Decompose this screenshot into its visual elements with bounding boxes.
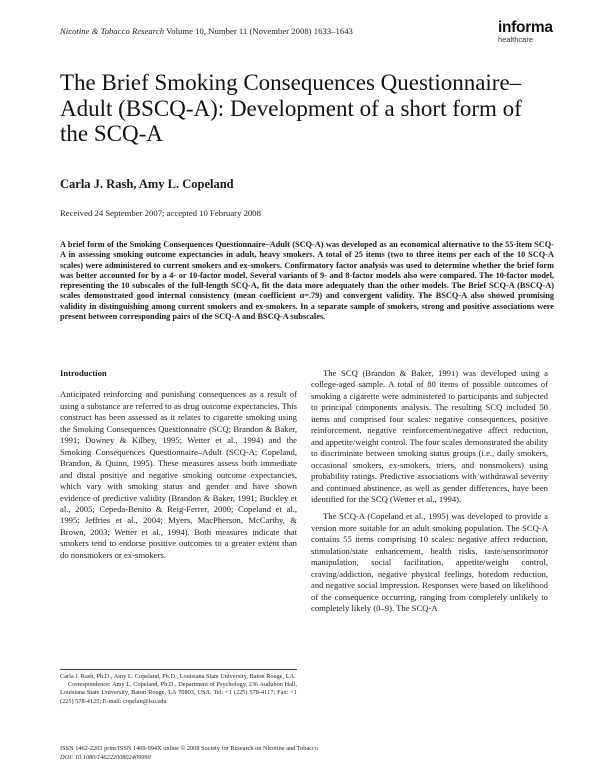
author-footnote <box>60 669 297 706</box>
correspondence-info: Correspondence: Amy L. Copeland, Ph.D., Department of Psychology, 236 Audubon Hall, Louisiana State University, Baton Rouge, LA 70803, USA. Tel: +1 (225) 578-4117; Fax: +1 (225) 578-4125; E-mail: copelan@lsu.edu <box>60 681 297 705</box>
left-column <box>60 368 297 561</box>
received-dates: Received 24 September 2007; accepted 10 February 2008 <box>60 208 261 218</box>
journal-name: Nicotine & Tobacco Research <box>60 26 165 36</box>
abstract: A brief form of the Smoking Consequences Questionnaire–Adult (SCQ-A) was developed as an economical alternative to the 55-item SCQ-A in assessing smoking outcome expectancies in adult, heavy smokers. A total of 25 items (two to three items per each of the 10 SCQ-A scales) were administered to current smokers and ex-smokers. Confirmatory factor analysis was used to determine whether the brief form was better accounted for by a 4- or 10-factor model. Several variants of 9- and 8-factor models also were compared. The 10-factor model, representing the 10 subscales of the full-length SCQ-A, fit the data more adequately than the other models. The Brief SCQ-A (BSCQ-A) scales demonstrated good internal consistency (mean coefficient α=.79) and convergent validity. The BSCQ-A also showed promising validity in distinguishing among current smokers and ex-smokers. In a separate sample of smokers, strong and positive associations were present between corresponding pairs of the SCQ-A and BSCQ-A subscales. <box>60 240 554 322</box>
issn-line: ISSN 1462-2203 print/ISSN 1469-994X online © 2008 Society for Research on Nicotine and Tobacco <box>60 745 318 752</box>
intro-paragraph-1: Anticipated reinforcing and punishing consequences as a result of using a substance are referred to as drug outcome expectancies. This construct has been assessed as it relates to cigarette smoking using the Smoking Consequences Questionnaire (SCQ; Brandon & Baker, 1991; Downey & Kilbey, 1995; Wetter et al., 1994) and the Smoking Consequences Questionnaire–Adult (SCQ-A; Copeland, Brandon, & Quinn, 1995). These measures assess both immediate and distal positive and negative smoking outcome expectancies, which vary with smoking status and gender and have shown evidence of predictive validity (Brandon & Baker, 1991; Buckley et al., 2005; Cepeda-Benito & Reig-Ferrer, 2000; Copeland et al., 1995; Jeffries et al., 2004; Myers, MacPherson, McCarthy, & Brown, 2003; Wetter et al., 1994). Both measures indicate that smokers tend to endorse positive outcomes to a greater extent than do nonsmokers or ex-smokers. <box>60 389 297 560</box>
intro-paragraph-3: The SCQ-A (Copeland et al., 1995) was developed to provide a version more suitable for an adult smoking population. The SCQ-A contains 55 items comprising 10 scales: negative affect reduction, stimulation/state enhancement, health risks, taste/sensorimotor manipulation, social facilitation, appetite/weight control, craving/addiction, negative physical feelings, boredom reduction, and negative social impression. Responses were based on likelihood of the consequence occurring, ranging from completely unlikely to completely likely (0–9). The SCQ-A <box>311 511 548 614</box>
author-affiliation: Carla J. Rash, Ph.D., Amy L. Copeland, Ph.D., Louisiana State University, Baton Rouge, LA. <box>60 673 296 680</box>
journal-citation <box>60 26 353 36</box>
publisher-logo <box>498 20 554 44</box>
doi-link[interactable]: DOI: 10.1080/14622200802409990 <box>60 754 151 761</box>
publisher-brand: informa <box>498 19 553 36</box>
right-column <box>311 368 548 615</box>
volume-info: Volume 10, Number 11 (November 2008) 1633–1643 <box>166 26 353 36</box>
publisher-sub: healthcare <box>498 35 534 44</box>
page-footer <box>60 744 318 762</box>
intro-paragraph-2: The SCQ (Brandon & Baker, 1991) was developed using a college-aged sample. A total of 80 items of possible outcomes of smoking a cigarette were administered to participants and subjected to principal components analysis. The resulting SCQ included 50 items and comprised four scales: negative consequences, positive reinforcement, negative reinforcement/negative affect reduction, and appetite/weight control. The four scales demonstrated the ability to discriminate between smoking status groups (i.e., daily smokers, occasional smokers, ex-smokers, triers, and nonsmokers) using probability ratings. Predictive associations with withdrawal severity and continued abstinence, as well as gender differences, have been identified for the SCQ (Wetter et al., 1994). <box>311 368 548 504</box>
article-title: The Brief Smoking Consequences Questionnaire–Adult (BSCQ-A): Development of a short form of the SCQ-A <box>60 70 522 146</box>
article-authors: Carla J. Rash, Amy L. Copeland <box>60 177 234 191</box>
section-heading-introduction: Introduction <box>60 368 107 378</box>
page-header <box>60 20 554 50</box>
